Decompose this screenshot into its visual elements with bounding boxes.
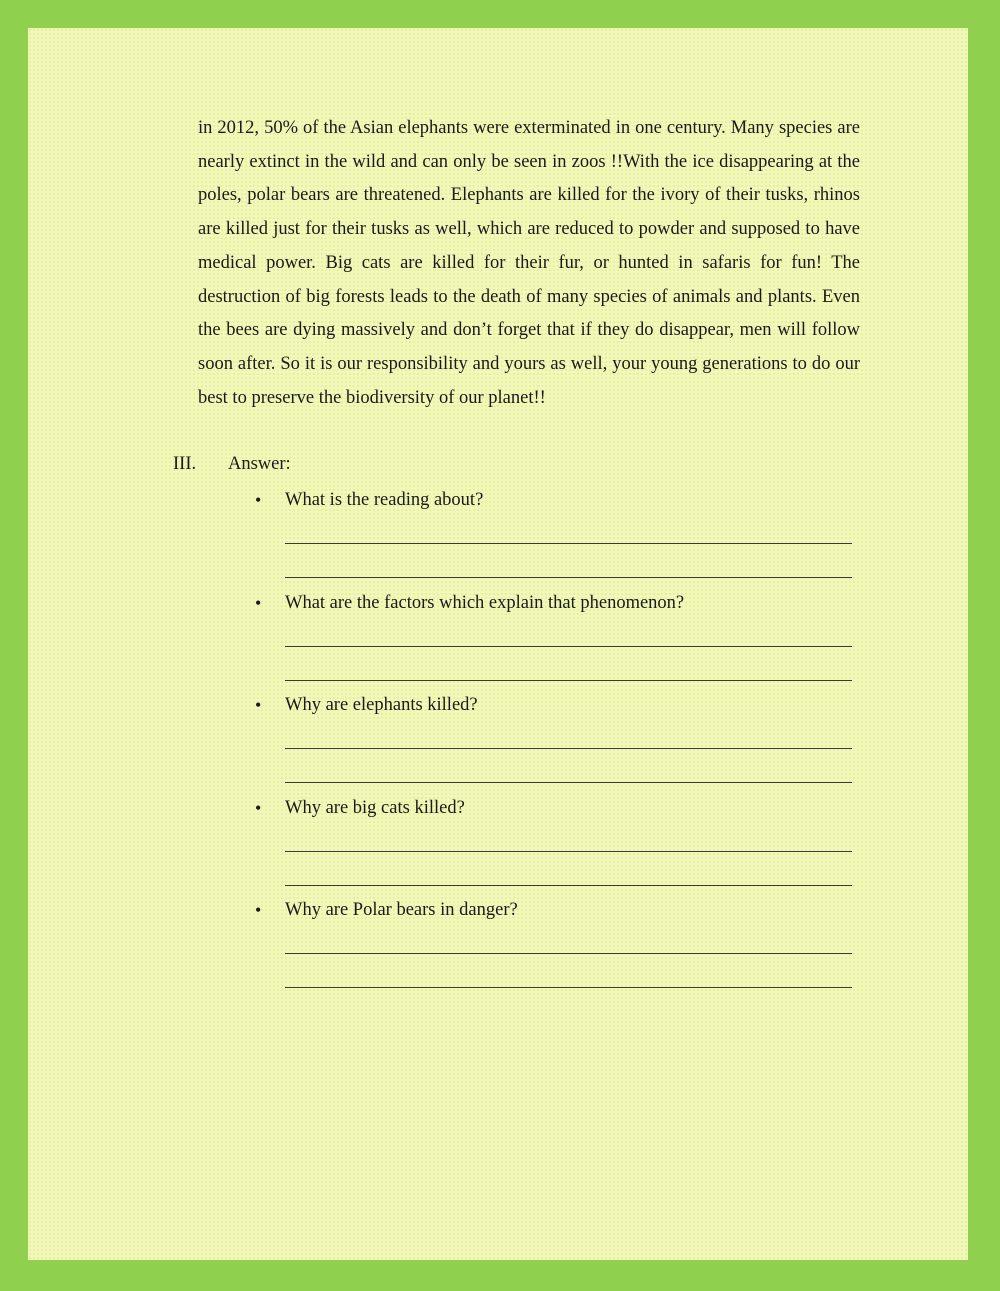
answer-line[interactable] <box>285 987 852 988</box>
question-list <box>255 488 855 1001</box>
answer-line[interactable] <box>285 748 852 749</box>
bullet-icon: • <box>255 797 262 818</box>
section-heading <box>173 452 291 476</box>
worksheet-page <box>28 28 968 1260</box>
bullet-icon: • <box>255 490 262 510</box>
answer-line[interactable] <box>285 646 852 647</box>
bullet-icon: • <box>255 900 262 921</box>
section-title: Answer: <box>228 454 291 474</box>
question-text: What is the reading about? <box>285 490 484 510</box>
answer-line[interactable] <box>285 851 852 852</box>
answer-line[interactable] <box>285 953 852 954</box>
question-item <box>255 898 855 1001</box>
question-text: Why are elephants killed? <box>285 695 478 716</box>
answer-line[interactable] <box>285 885 852 886</box>
answer-line[interactable] <box>285 543 852 544</box>
reading-paragraph: in 2012, 50% of the Asian elephants were exterminated in one century. Many species are nearly extinct in the wild and can only be seen in zoos !!With the ice disappearing at the poles, polar bears are threatened. Elephants are killed for the ivory of their tusks, rhinos are killed just for their tusks as well, which are reduced to powder and supposed to have medical power. Big cats are killed for their fur, or hunted in safaris for fun! The destruction of big forests leads to the death of many species of animals and plants. Even the bees are dying massively and don’t forget that if they do disappear, men will follow soon after. So it is our responsibility and yours as well, your young generations to do our best to preserve the biodiversity of our planet!! <box>198 118 860 408</box>
question-item <box>255 488 855 591</box>
bullet-icon: • <box>255 592 262 613</box>
bullet-icon: • <box>255 695 262 716</box>
answer-line[interactable] <box>285 577 852 578</box>
section-numeral: III. <box>173 454 197 474</box>
question-item <box>255 693 855 796</box>
question-text: Why are big cats killed? <box>285 797 465 818</box>
question-text: What are the factors which explain that phenomenon? <box>285 592 685 613</box>
question-item <box>255 796 855 899</box>
answer-line[interactable] <box>285 680 852 681</box>
question-text: Why are Polar bears in danger? <box>285 900 518 921</box>
answer-line[interactable] <box>285 782 852 783</box>
question-item <box>255 591 855 694</box>
